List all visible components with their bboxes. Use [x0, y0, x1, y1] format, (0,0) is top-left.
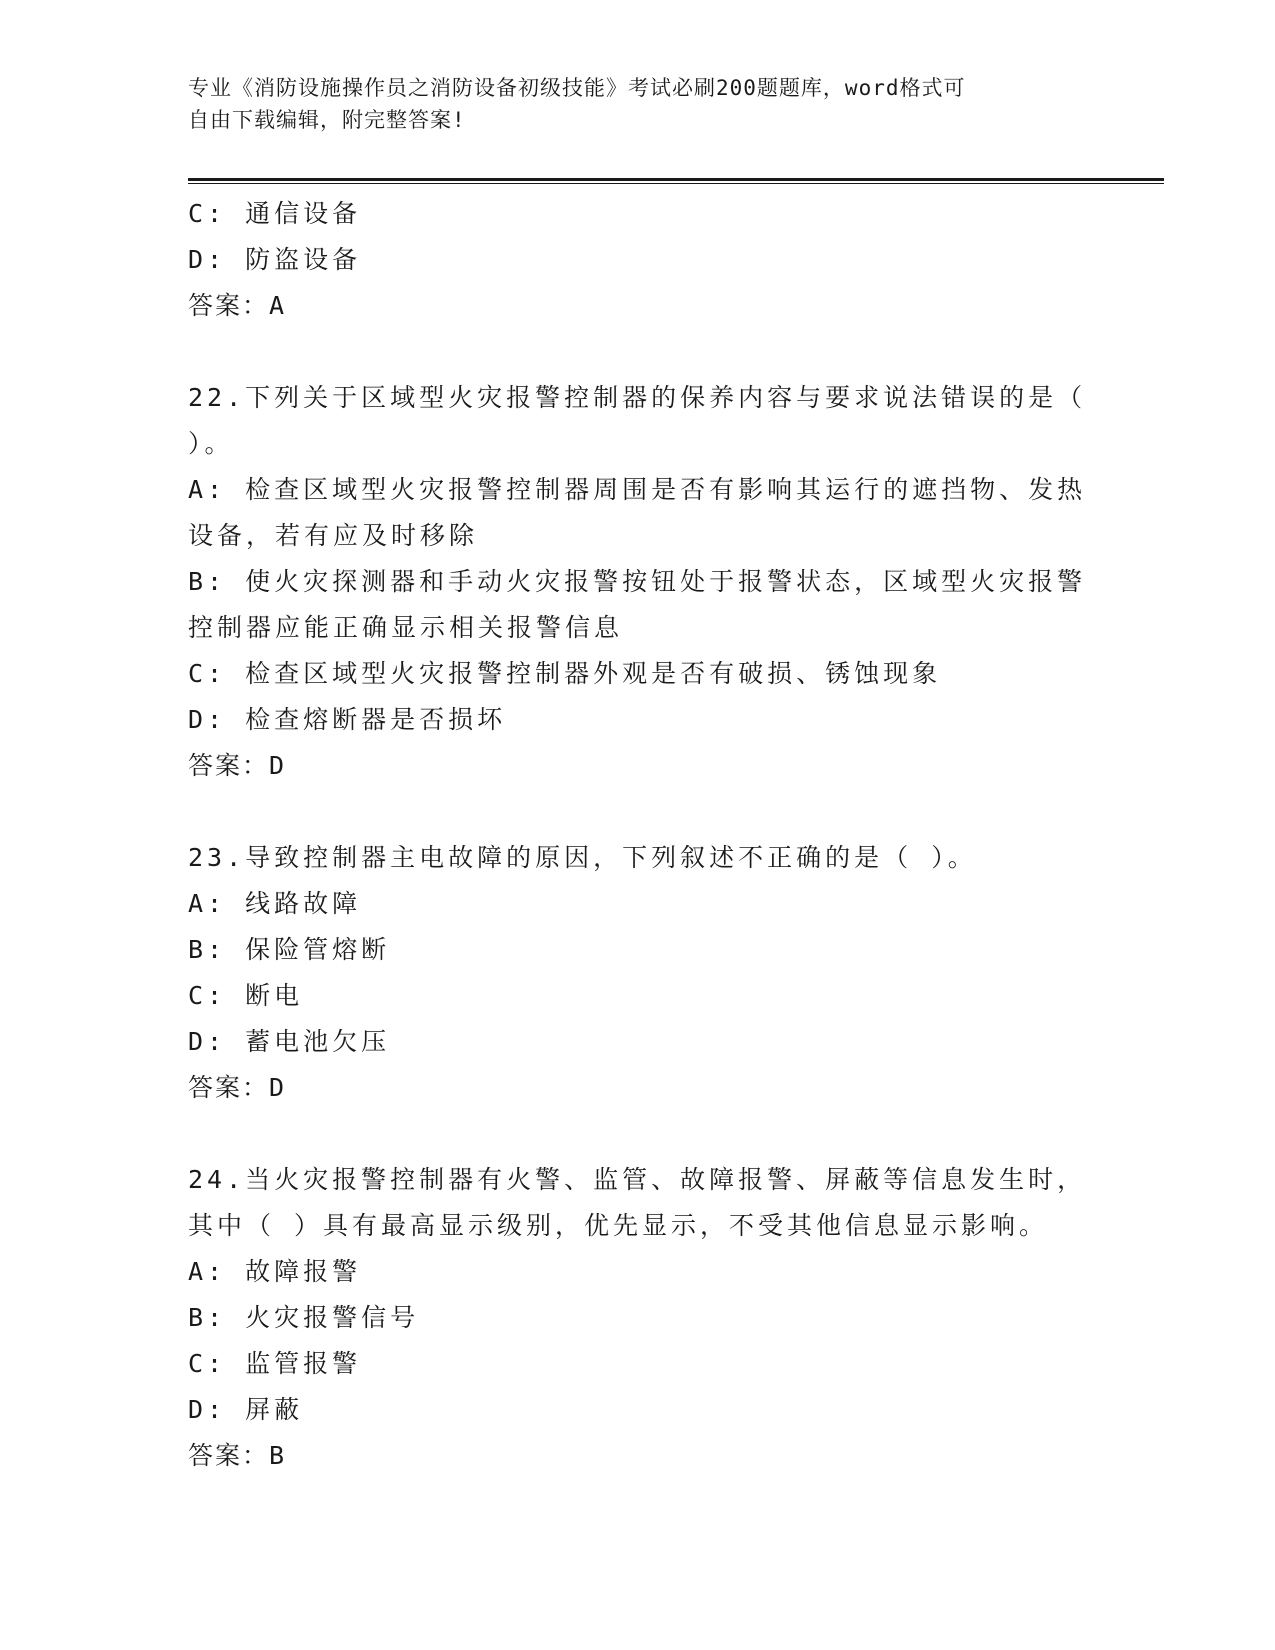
option-c: C: 通信设备 [188, 199, 362, 228]
option-a-continued: 设备，若有应及时移除 [188, 521, 479, 550]
question-24 [188, 1157, 1088, 1479]
option-d: D: 检查熔断器是否损坏 [188, 705, 507, 734]
option-a: A: 故障报警 [188, 1257, 362, 1286]
option-d: D: 屏蔽 [188, 1395, 304, 1424]
header-divider-thin [188, 183, 1164, 184]
header-line-2: 自由下载编辑，附完整答案! [188, 108, 466, 132]
question-22 [188, 375, 1088, 789]
option-b-continued: 控制器应能正确显示相关报警信息 [188, 613, 624, 642]
question-stem: 22.下列关于区域型火灾报警控制器的保养内容与要求说法错误的是（ [188, 383, 1087, 412]
answer-line: 答案：D [188, 751, 287, 780]
previous-question-tail [188, 191, 1088, 329]
option-b: B: 保险管熔断 [188, 935, 391, 964]
spacer [188, 1111, 1088, 1157]
question-stem: 23.导致控制器主电故障的原因，下列叙述不正确的是（ ）。 [188, 843, 977, 872]
option-d: D: 蓄电池欠压 [188, 1027, 391, 1056]
option-a: A: 线路故障 [188, 889, 362, 918]
question-stem: 24.当火灾报警控制器有火警、监管、故障报警、屏蔽等信息发生时， [188, 1165, 1087, 1194]
option-a: A: 检查区域型火灾报警控制器周围是否有影响其运行的遮挡物、发热 [188, 475, 1087, 504]
header-line-1: 专业《消防设施操作员之消防设备初级技能》考试必刷200题题库，word格式可 [188, 76, 966, 100]
option-c: C: 断电 [188, 981, 304, 1010]
option-b: B: 使火灾探测器和手动火灾报警按钮处于报警状态，区域型火灾报警 [188, 567, 1087, 596]
option-c: C: 检查区域型火灾报警控制器外观是否有破损、锈蚀现象 [188, 659, 942, 688]
question-23 [188, 835, 1088, 1111]
answer-line: 答案：B [188, 1441, 287, 1470]
document-body [188, 191, 1088, 1479]
spacer [188, 329, 1088, 375]
document-header [188, 72, 1068, 136]
spacer [188, 789, 1088, 835]
question-stem-continued: ）。 [188, 429, 234, 458]
question-stem-continued: 其中（ ）具有最高显示级别，优先显示，不受其他信息显示影响。 [188, 1211, 1049, 1240]
option-b: B: 火灾报警信号 [188, 1303, 420, 1332]
option-d: D: 防盗设备 [188, 245, 362, 274]
option-c: C: 监管报警 [188, 1349, 362, 1378]
answer-line: 答案：D [188, 1073, 287, 1102]
header-divider-thick [188, 178, 1164, 181]
answer-line: 答案：A [188, 291, 287, 320]
